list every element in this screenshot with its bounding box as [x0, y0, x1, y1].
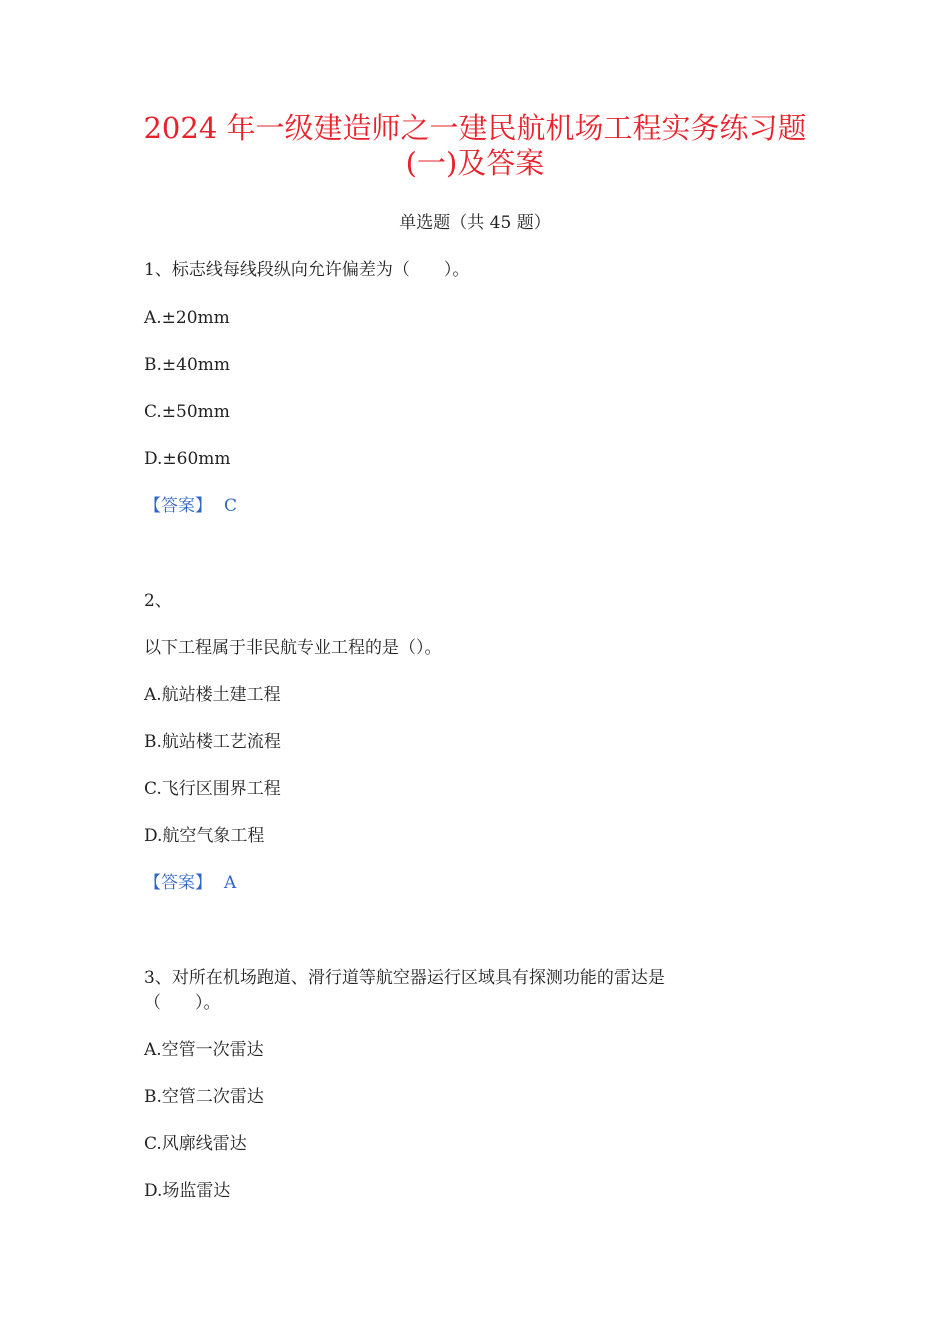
- question-3-option-b: B.空管二次雷达: [144, 1087, 264, 1107]
- question-3-option-a: A.空管一次雷达: [144, 1040, 264, 1060]
- question-1-option-d: D.±60mm: [144, 449, 231, 469]
- answer-value: A: [224, 873, 237, 893]
- question-1-stem: 1、标志线每线段纵向允许偏差为（ ）。: [144, 260, 470, 280]
- question-1-option-c: C.±50mm: [144, 402, 230, 422]
- section-heading: 单选题（共 45 题）: [399, 213, 551, 233]
- question-2-stem: 以下工程属于非民航专业工程的是（）。: [144, 638, 442, 658]
- question-3-stem-line-1: 3、对所在机场跑道、滑行道等航空器运行区域具有探测功能的雷达是: [144, 968, 665, 988]
- answer-label: 【答案】: [144, 496, 212, 516]
- question-1-option-a: A.±20mm: [144, 308, 230, 328]
- question-2-option-d: D.航空气象工程: [144, 826, 265, 846]
- question-2-answer: [144, 869, 236, 897]
- question-3-stem-line-2: （ ）。: [144, 993, 221, 1013]
- question-2-option-b: B.航站楼工艺流程: [144, 732, 281, 752]
- question-3-option-d: D.场监雷达: [144, 1181, 231, 1201]
- answer-value: C: [224, 496, 238, 516]
- document-title-line-2: (一)及答案: [405, 146, 545, 180]
- question-3-option-c: C.风廓线雷达: [144, 1134, 247, 1154]
- question-1-answer: [144, 492, 237, 520]
- question-2-number: 2、: [144, 591, 172, 611]
- question-1-option-b: B.±40mm: [144, 355, 231, 375]
- document-title-line-1: 2024 年一级建造师之一建民航机场工程实务练习题: [143, 111, 807, 145]
- question-2-option-a: A.航站楼土建工程: [144, 685, 281, 705]
- question-2-option-c: C.飞行区围界工程: [144, 779, 281, 799]
- answer-label: 【答案】: [144, 873, 212, 893]
